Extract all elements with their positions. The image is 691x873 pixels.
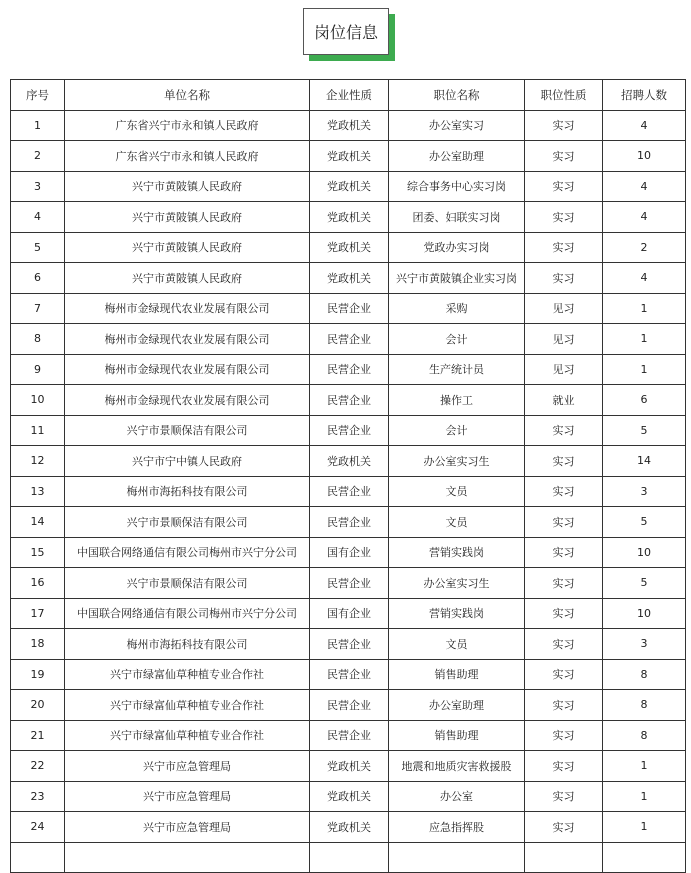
cell-position-name: 销售助理 [389, 720, 525, 751]
cell-position-type: 实习 [525, 141, 603, 172]
table-row [11, 293, 686, 324]
cell-unit-name: 兴宁市景顺保洁有限公司 [65, 568, 310, 599]
cell-enterprise-type: 民营企业 [310, 293, 389, 324]
cell-position-type: 实习 [525, 507, 603, 538]
cell-headcount: 4 [603, 171, 686, 202]
header-position-name: 职位名称 [389, 80, 525, 111]
cell-position-name: 办公室 [389, 781, 525, 812]
cell-enterprise-type: 国有企业 [310, 598, 389, 629]
table-row [11, 202, 686, 233]
cell-index: 1 [11, 110, 65, 141]
cell-enterprise-type: 国有企业 [310, 537, 389, 568]
header-position-type: 职位性质 [525, 80, 603, 111]
cell-position-type: 实习 [525, 629, 603, 660]
cell-headcount: 1 [603, 812, 686, 843]
cell-position-name: 办公室助理 [389, 141, 525, 172]
table-row [11, 263, 686, 294]
table-row [11, 446, 686, 477]
cell-headcount: 4 [603, 263, 686, 294]
cell-position-name: 会计 [389, 415, 525, 446]
cell-position-type: 实习 [525, 659, 603, 690]
table-row [11, 629, 686, 660]
cell-index: 18 [11, 629, 65, 660]
cell-unit-name: 梅州市金绿现代农业发展有限公司 [65, 385, 310, 416]
cell-unit-name: 梅州市金绿现代农业发展有限公司 [65, 354, 310, 385]
cell-unit-name: 兴宁市景顺保洁有限公司 [65, 415, 310, 446]
cell-index: 23 [11, 781, 65, 812]
cell-unit-name: 梅州市海拓科技有限公司 [65, 629, 310, 660]
cell-enterprise-type: 党政机关 [310, 751, 389, 782]
cell-position-type: 见习 [525, 354, 603, 385]
cell-enterprise-type: 党政机关 [310, 202, 389, 233]
cell-index: 11 [11, 415, 65, 446]
cell-enterprise-type: 民营企业 [310, 568, 389, 599]
cell-headcount: 1 [603, 781, 686, 812]
cell-position-name: 办公室实习 [389, 110, 525, 141]
cell-position-name: 团委、妇联实习岗 [389, 202, 525, 233]
cell-index: 20 [11, 690, 65, 721]
cell-unit-name: 兴宁市绿富仙草种植专业合作社 [65, 659, 310, 690]
header-enterprise-type: 企业性质 [310, 80, 389, 111]
cell-enterprise-type: 民营企业 [310, 507, 389, 538]
cell-headcount: 1 [603, 354, 686, 385]
cell-unit-name: 兴宁市绿富仙草种植专业合作社 [65, 690, 310, 721]
cell-position-name: 办公室实习生 [389, 568, 525, 599]
table-row [11, 415, 686, 446]
header-headcount: 招聘人数 [603, 80, 686, 111]
cell-index: 9 [11, 354, 65, 385]
cell-enterprise-type: 民营企业 [310, 659, 389, 690]
cell-headcount: 14 [603, 446, 686, 477]
cell-position-type: 实习 [525, 751, 603, 782]
cell-headcount: 8 [603, 659, 686, 690]
table-row [11, 659, 686, 690]
table-row [11, 537, 686, 568]
cell-position-type: 实习 [525, 720, 603, 751]
title-block [303, 8, 395, 60]
cell-position-type: 实习 [525, 202, 603, 233]
cell-position-type: 见习 [525, 293, 603, 324]
cell-position-type [525, 842, 603, 873]
cell-headcount [603, 842, 686, 873]
header-unit-name: 单位名称 [65, 80, 310, 111]
cell-position-name: 地震和地质灾害救援股 [389, 751, 525, 782]
cell-headcount: 1 [603, 751, 686, 782]
cell-index: 17 [11, 598, 65, 629]
cell-position-type: 实习 [525, 171, 603, 202]
cell-enterprise-type: 党政机关 [310, 263, 389, 294]
table-row [11, 476, 686, 507]
cell-headcount: 1 [603, 293, 686, 324]
cell-unit-name: 梅州市金绿现代农业发展有限公司 [65, 324, 310, 355]
cell-enterprise-type: 党政机关 [310, 812, 389, 843]
cell-index: 7 [11, 293, 65, 324]
cell-position-name: 文员 [389, 629, 525, 660]
cell-position-type: 实习 [525, 568, 603, 599]
cell-position-name: 操作工 [389, 385, 525, 416]
cell-unit-name: 兴宁市应急管理局 [65, 781, 310, 812]
table-row [11, 354, 686, 385]
table-row [11, 842, 686, 873]
cell-position-name: 办公室实习生 [389, 446, 525, 477]
cell-position-type: 就业 [525, 385, 603, 416]
cell-unit-name: 兴宁市应急管理局 [65, 751, 310, 782]
cell-position-name: 营销实践岗 [389, 598, 525, 629]
cell-enterprise-type: 民营企业 [310, 476, 389, 507]
table-row [11, 751, 686, 782]
cell-headcount: 4 [603, 110, 686, 141]
cell-enterprise-type: 民营企业 [310, 690, 389, 721]
table-row [11, 568, 686, 599]
cell-position-type: 实习 [525, 781, 603, 812]
cell-position-type: 实习 [525, 263, 603, 294]
table-body [11, 110, 686, 873]
cell-index: 22 [11, 751, 65, 782]
cell-headcount: 10 [603, 141, 686, 172]
cell-position-type: 实习 [525, 537, 603, 568]
table-row [11, 385, 686, 416]
cell-enterprise-type: 民营企业 [310, 629, 389, 660]
cell-headcount: 3 [603, 629, 686, 660]
cell-position-name [389, 842, 525, 873]
cell-index: 16 [11, 568, 65, 599]
cell-position-name: 营销实践岗 [389, 537, 525, 568]
cell-headcount: 5 [603, 415, 686, 446]
cell-position-name: 应急指挥股 [389, 812, 525, 843]
table-row [11, 598, 686, 629]
cell-position-type: 实习 [525, 446, 603, 477]
cell-unit-name: 兴宁市应急管理局 [65, 812, 310, 843]
cell-headcount: 10 [603, 598, 686, 629]
cell-headcount: 5 [603, 507, 686, 538]
cell-position-type: 实习 [525, 415, 603, 446]
cell-enterprise-type: 党政机关 [310, 781, 389, 812]
cell-enterprise-type: 民营企业 [310, 385, 389, 416]
cell-enterprise-type: 党政机关 [310, 446, 389, 477]
cell-headcount: 4 [603, 202, 686, 233]
table-row [11, 720, 686, 751]
cell-position-name: 会计 [389, 324, 525, 355]
cell-position-type: 实习 [525, 598, 603, 629]
cell-headcount: 10 [603, 537, 686, 568]
cell-position-name: 文员 [389, 476, 525, 507]
cell-position-name: 兴宁市黄陂镇企业实习岗 [389, 263, 525, 294]
cell-unit-name: 兴宁市景顺保洁有限公司 [65, 507, 310, 538]
cell-index: 15 [11, 537, 65, 568]
header-index: 序号 [11, 80, 65, 111]
cell-enterprise-type: 党政机关 [310, 141, 389, 172]
cell-index: 21 [11, 720, 65, 751]
cell-index: 10 [11, 385, 65, 416]
cell-index: 2 [11, 141, 65, 172]
table-row [11, 690, 686, 721]
table-row [11, 507, 686, 538]
cell-headcount: 2 [603, 232, 686, 263]
cell-unit-name: 兴宁市黄陂镇人民政府 [65, 232, 310, 263]
cell-position-name: 生产统计员 [389, 354, 525, 385]
cell-position-type: 见习 [525, 324, 603, 355]
cell-enterprise-type: 党政机关 [310, 171, 389, 202]
cell-headcount: 3 [603, 476, 686, 507]
cell-index: 13 [11, 476, 65, 507]
table-row [11, 781, 686, 812]
cell-index: 4 [11, 202, 65, 233]
cell-position-type: 实习 [525, 476, 603, 507]
cell-enterprise-type: 民营企业 [310, 324, 389, 355]
cell-index: 5 [11, 232, 65, 263]
cell-unit-name [65, 842, 310, 873]
cell-index: 14 [11, 507, 65, 538]
cell-position-name: 办公室助理 [389, 690, 525, 721]
cell-unit-name: 梅州市海拓科技有限公司 [65, 476, 310, 507]
cell-position-name: 综合事务中心实习岗 [389, 171, 525, 202]
table-row [11, 171, 686, 202]
cell-index: 19 [11, 659, 65, 690]
page-title: 岗位信息 [303, 8, 389, 55]
cell-headcount: 5 [603, 568, 686, 599]
cell-headcount: 8 [603, 690, 686, 721]
cell-index: 8 [11, 324, 65, 355]
table-row [11, 812, 686, 843]
cell-index: 6 [11, 263, 65, 294]
cell-enterprise-type: 民营企业 [310, 354, 389, 385]
cell-position-name: 党政办实习岗 [389, 232, 525, 263]
table-header-row [11, 80, 686, 111]
cell-index: 12 [11, 446, 65, 477]
cell-enterprise-type: 党政机关 [310, 232, 389, 263]
cell-unit-name: 梅州市金绿现代农业发展有限公司 [65, 293, 310, 324]
cell-position-type: 实习 [525, 812, 603, 843]
cell-position-type: 实习 [525, 690, 603, 721]
cell-unit-name: 兴宁市绿富仙草种植专业合作社 [65, 720, 310, 751]
cell-headcount: 6 [603, 385, 686, 416]
cell-position-name: 文员 [389, 507, 525, 538]
cell-unit-name: 兴宁市黄陂镇人民政府 [65, 263, 310, 294]
cell-unit-name: 广东省兴宁市永和镇人民政府 [65, 110, 310, 141]
cell-unit-name: 中国联合网络通信有限公司梅州市兴宁分公司 [65, 537, 310, 568]
cell-position-name: 销售助理 [389, 659, 525, 690]
cell-unit-name: 兴宁市黄陂镇人民政府 [65, 202, 310, 233]
table-row [11, 232, 686, 263]
cell-index: 3 [11, 171, 65, 202]
cell-enterprise-type [310, 842, 389, 873]
cell-position-type: 实习 [525, 232, 603, 263]
cell-unit-name: 中国联合网络通信有限公司梅州市兴宁分公司 [65, 598, 310, 629]
cell-unit-name: 广东省兴宁市永和镇人民政府 [65, 141, 310, 172]
cell-index: 24 [11, 812, 65, 843]
cell-unit-name: 兴宁市黄陂镇人民政府 [65, 171, 310, 202]
cell-enterprise-type: 民营企业 [310, 720, 389, 751]
table-row [11, 141, 686, 172]
table-row [11, 110, 686, 141]
cell-headcount: 8 [603, 720, 686, 751]
cell-unit-name: 兴宁市宁中镇人民政府 [65, 446, 310, 477]
cell-position-name: 采购 [389, 293, 525, 324]
cell-index [11, 842, 65, 873]
cell-enterprise-type: 党政机关 [310, 110, 389, 141]
table-row [11, 324, 686, 355]
cell-position-type: 实习 [525, 110, 603, 141]
positions-table [10, 79, 686, 873]
cell-headcount: 1 [603, 324, 686, 355]
cell-enterprise-type: 民营企业 [310, 415, 389, 446]
